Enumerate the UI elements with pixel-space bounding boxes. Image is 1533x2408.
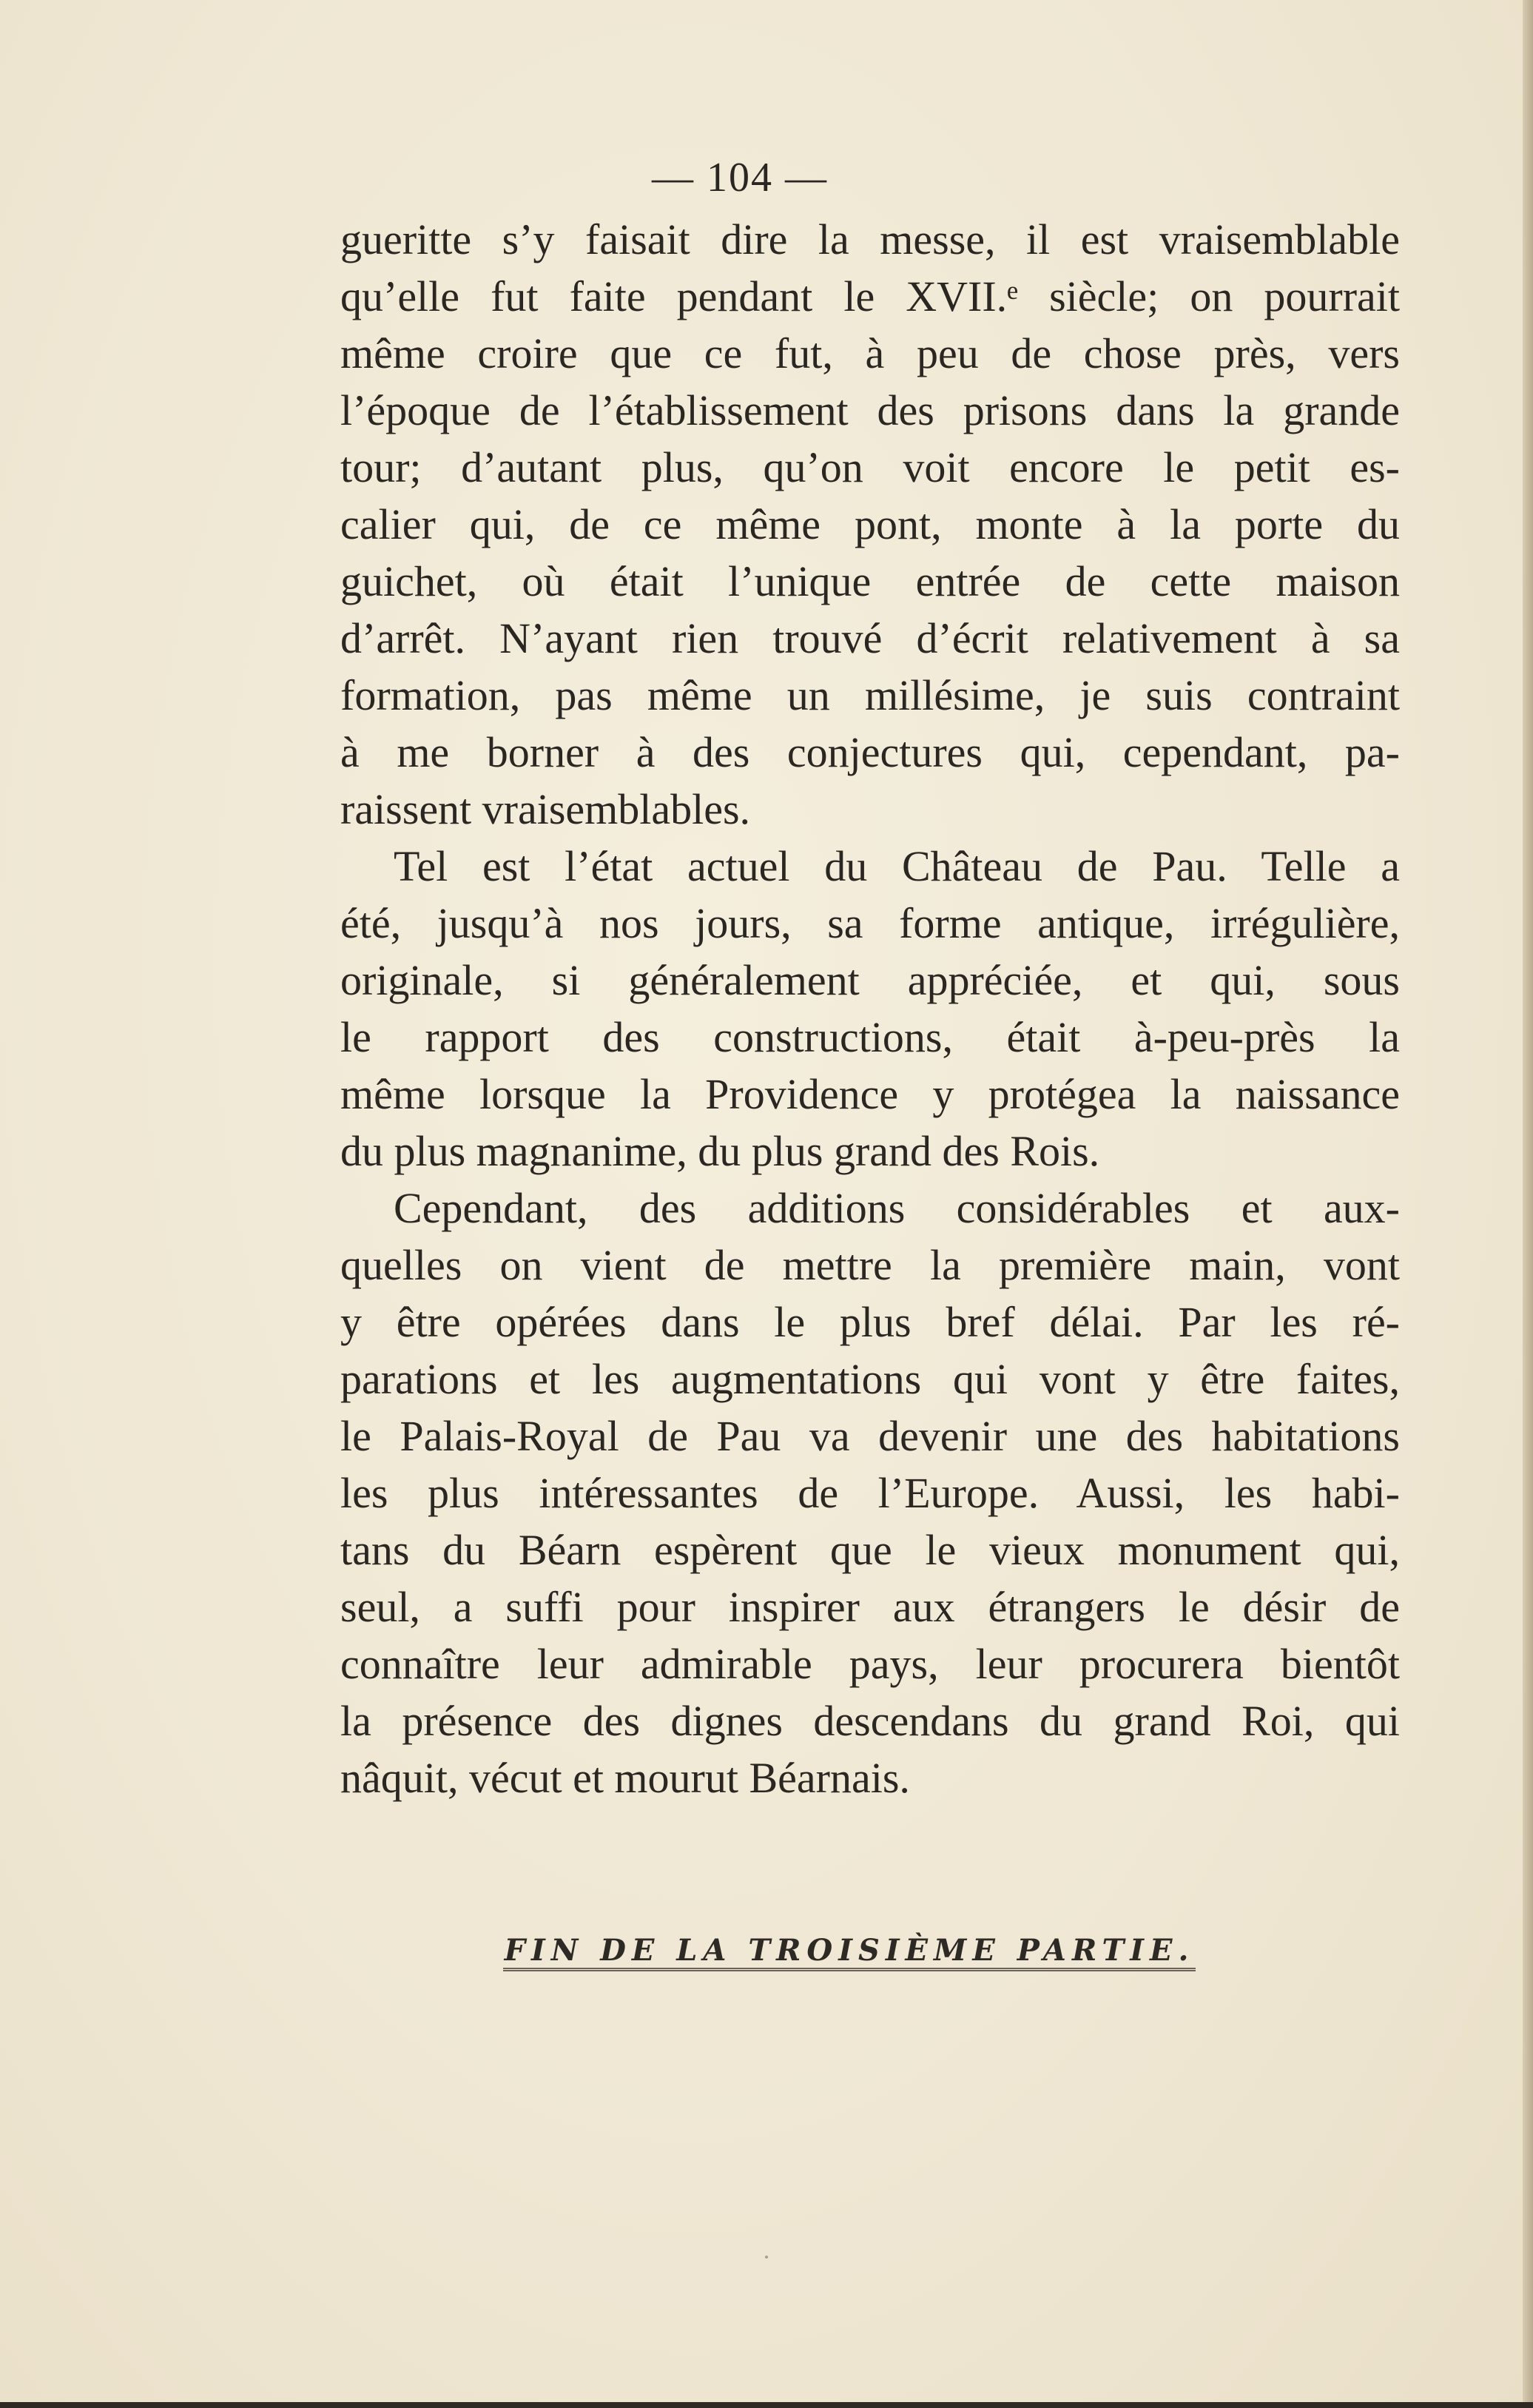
text-line: guichet, où était l’unique entrée de cette maison xyxy=(340,557,1400,605)
page-bottom-border xyxy=(0,2402,1533,2408)
text-line: du plus magnanime, du plus grand des Rois. xyxy=(340,1127,1100,1175)
text-line: le rapport des constructions, était à-peu-près la xyxy=(340,1013,1400,1061)
text-line: le Palais-Royal de Pau va devenir une des habitations xyxy=(340,1412,1400,1460)
text-line: Cependant, des additions considérables et aux- xyxy=(394,1184,1400,1232)
text-line: les plus intéressantes de l’Europe. Aussi, les habi- xyxy=(340,1469,1400,1517)
page-number: — 104 — xyxy=(652,155,828,201)
text-line: d’arrêt. N’ayant rien trouvé d’écrit relativement à sa xyxy=(340,614,1400,662)
text-line: même croire que ce fut, à peu de chose près, vers xyxy=(340,329,1400,377)
text-line: connaître leur admirable pays, leur procurera bientôt xyxy=(340,1640,1400,1688)
text-line: tans du Béarn espèrent que le vieux monument qui, xyxy=(340,1526,1400,1574)
text-line: la présence des dignes descendans du grand Roi, qui xyxy=(340,1697,1400,1745)
paper-fleck xyxy=(765,2256,768,2259)
text-line: été, jusqu’à nos jours, sa forme antique, irrégulière, xyxy=(340,899,1400,947)
text-line: parations et les augmentations qui vont y être faites, xyxy=(340,1355,1400,1403)
text-line: y être opérées dans le plus bref délai. Par les ré- xyxy=(340,1298,1400,1346)
text-line: gueritte s’y faisait dire la messe, il est vraisemblable xyxy=(340,215,1400,263)
page-edge xyxy=(1523,0,1533,2408)
text-line: calier qui, de ce même pont, monte à la porte du xyxy=(340,500,1400,548)
text-line: raissent vraisemblables. xyxy=(340,785,751,833)
end-note-text: FIN DE LA TROISIÈME PARTIE. xyxy=(503,1933,1196,1971)
text-line: originale, si généralement appréciée, et qui, sous xyxy=(340,956,1400,1004)
part-end-note xyxy=(502,1933,1197,1971)
text-line: formation, pas même un millésime, je suis contraint xyxy=(340,671,1400,719)
text-line: l’époque de l’établissement des prisons dans la grande xyxy=(340,386,1400,434)
text-line: quelles on vient de mettre la première main, vont xyxy=(340,1241,1400,1289)
text-line: à me borner à des conjectures qui, cependant, pa- xyxy=(340,728,1400,776)
text-line: tour; d’autant plus, qu’on voit encore le petit es- xyxy=(340,443,1400,491)
body-text xyxy=(340,211,1400,1806)
text-line: qu’elle fut faite pendant le XVII.ᵉ siècle; on pourrait xyxy=(340,272,1400,320)
text-line: même lorsque la Providence y protégea la naissance xyxy=(340,1070,1400,1118)
text-line: nâquit, vécut et mourut Béarnais. xyxy=(340,1754,910,1802)
text-line: Tel est l’état actuel du Château de Pau. Telle a xyxy=(394,842,1400,890)
text-line: seul, a suffi pour inspirer aux étrangers le désir de xyxy=(340,1583,1400,1631)
